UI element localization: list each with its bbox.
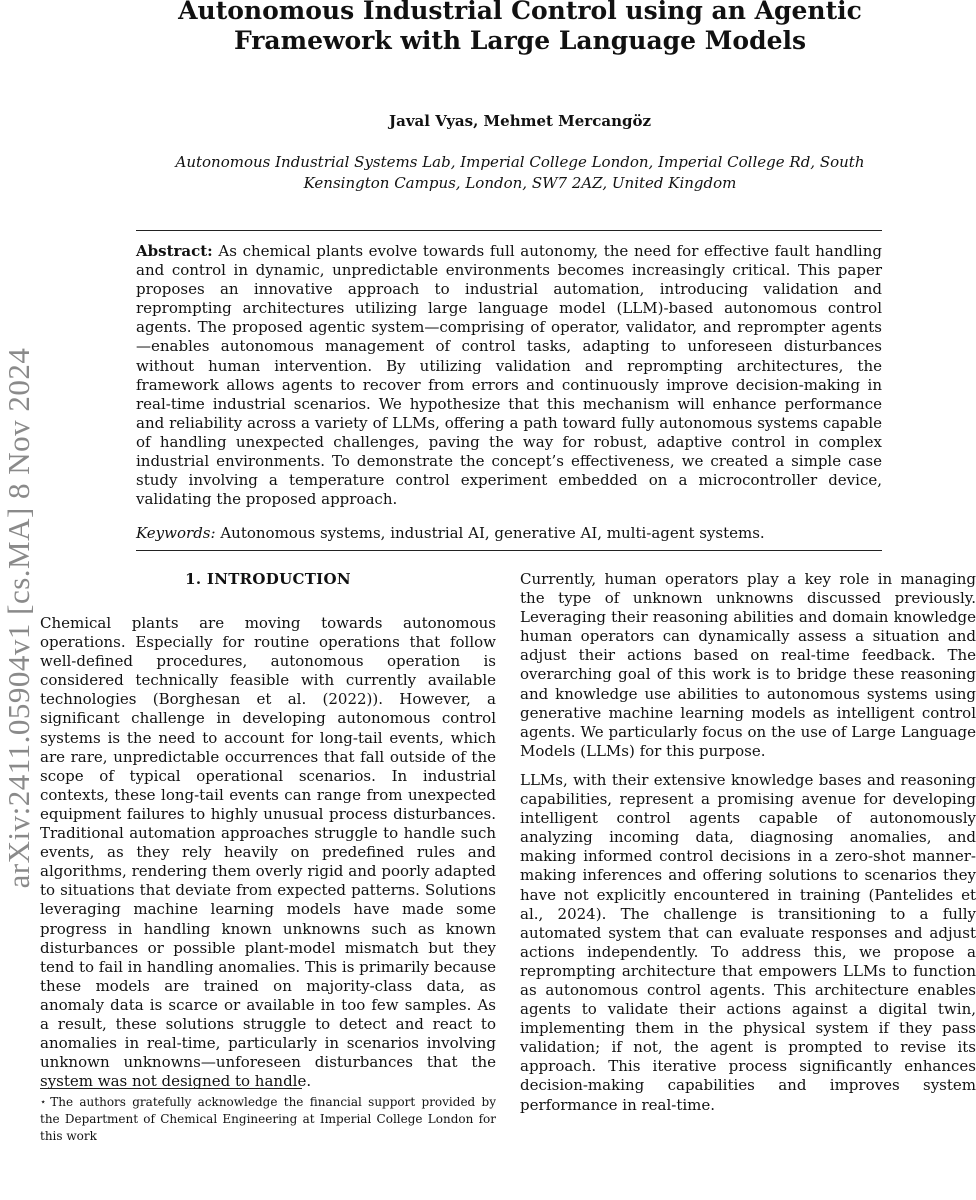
paragraph: Chemical plants are moving towards autonomous operations. Especially for routine operations that follow well-defined procedures, autonomous operation is considered technically feasible with currently available technologies (Borghesan et al. (2022)). However, a significant challenge in developing autonomous control systems is the need to account for long-tail events, which are rare, unpredictable occurrences that fall outside of the scope of typical operational scenarios. In industrial contexts, these long-tail events can range from unexpected equipment failures to highly unusual process disturbances. Traditional automation approaches struggle to handle such events, as they rely heavily on predefined rules and algorithms, rendering them overly rigid and poorly adapted to situations that deviate from expected patterns. Solutions leveraging machine learning models have made some progress in handling known unknowns such as known disturbances or possible plant-model mismatch but they tend to fail in handling anomalies. This is primarily because these models are trained on majority-class data, as anomaly data is scarce or available in too few samples. As a result, these solutions struggle to detect and react to anomalies in real-time, particularly in scenarios involving unknown unknowns—unforeseen disturbances that the system was not designed to handle.: [40, 614, 496, 1091]
paper-title: Autonomous Industrial Control using an Agentic Framework with Large Language Models: [178, 0, 862, 55]
author-list: Javal Vyas, Mehmet Mercangöz: [389, 112, 651, 130]
arxiv-identifier-text: arXiv:2411.05904v1 [cs.MA] 8 Nov 2024: [1, 347, 36, 889]
footnote: [40, 1094, 496, 1145]
footnote-rule: [40, 1088, 302, 1089]
abstract-text: As chemical plants evolve towards full autonomy, the need for effective fault handling and control in dynamic, unpredictable environments becomes increasingly critical. This paper proposes an innovative approach to industrial automation, introducing validation and reprompting architectures utilizing large language model (LLM)-based autonomous control agents. The proposed agentic system—comprising of operator, validator, and reprompter agents—enables autonomous management of control tasks, adapting to unforeseen disturbances without human intervention. By utilizing validation and reprompting architectures, the framework allows agents to recover from errors and continuously improve decision-making in real-time industrial scenarios. We hypothesize that this mechanism will enhance performance and reliability across a variety of LLMs, offering a path toward fully autonomous systems capable of handling unexpected challenges, paving the way for robust, adaptive control in complex industrial environments. To demonstrate the concept’s effectiveness, we created a simple case study involving a temperature control experiment embedded on a microcontroller device, validating the proposed approach.: [136, 242, 882, 509]
footnote-mark: ⋆: [40, 1097, 47, 1108]
keywords: [136, 524, 882, 542]
right-column: [520, 570, 976, 1115]
arxiv-identifier-stamp: [0, 268, 38, 968]
abstract-top-rule: [136, 230, 882, 231]
left-column: [40, 614, 496, 1091]
paragraph: LLMs, with their extensive knowledge bases and reasoning capabilities, represent a promising avenue for developing intelligent control agents capable of autonomously analyzing incoming data, diagnosing anomalies, and making informed control decisions in a zero-shot manner- making inferences and offering solutions to scenarios they have not explicitly encountered in training (Pantelides et al., 2024). The challenge is transitioning to a fully automated system that can evaluate responses and adjust actions independently. To address this, we propose a reprompting architecture that empowers LLMs to function as autonomous control agents. This architecture enables agents to validate their actions against a digital twin, implementing them in the physical system if they pass validation; if not, the agent is prompted to revise its approach. This iterative process significantly enhances decision-making capabilities and improves system performance in real-time.: [520, 770, 976, 1114]
keywords-text: Autonomous systems, industrial AI, generative AI, multi-agent systems.: [220, 524, 765, 542]
keywords-label: Keywords:: [136, 524, 216, 542]
abstract: [136, 242, 882, 509]
section-heading-introduction: 1. INTRODUCTION: [185, 570, 351, 588]
abstract-label: Abstract:: [136, 242, 213, 260]
footnote-text: The authors gratefully acknowledge the financial support provided by the Department of Chemical Engineering at Imperial College London for this work: [40, 1095, 496, 1143]
abstract-bottom-rule: [136, 550, 882, 551]
paragraph: Currently, human operators play a key role in managing the type of unknown unknowns discussed previously. Leveraging their reasoning abilities and domain knowledge human operators can dynamically assess a situation and adjust their actions based on real-time feedback. The overarching goal of this work is to bridge these reasoning and knowledge use abilities to autonomous systems using generative machine learning models as intelligent control agents. We particularly focus on the use of Large Language Models (LLMs) for this purpose.: [520, 570, 976, 760]
author-affiliation: Autonomous Industrial Systems Lab, Imperial College London, Imperial College Rd, South Kensington Campus, London, SW7 2AZ, United Kingdom: [175, 153, 865, 192]
